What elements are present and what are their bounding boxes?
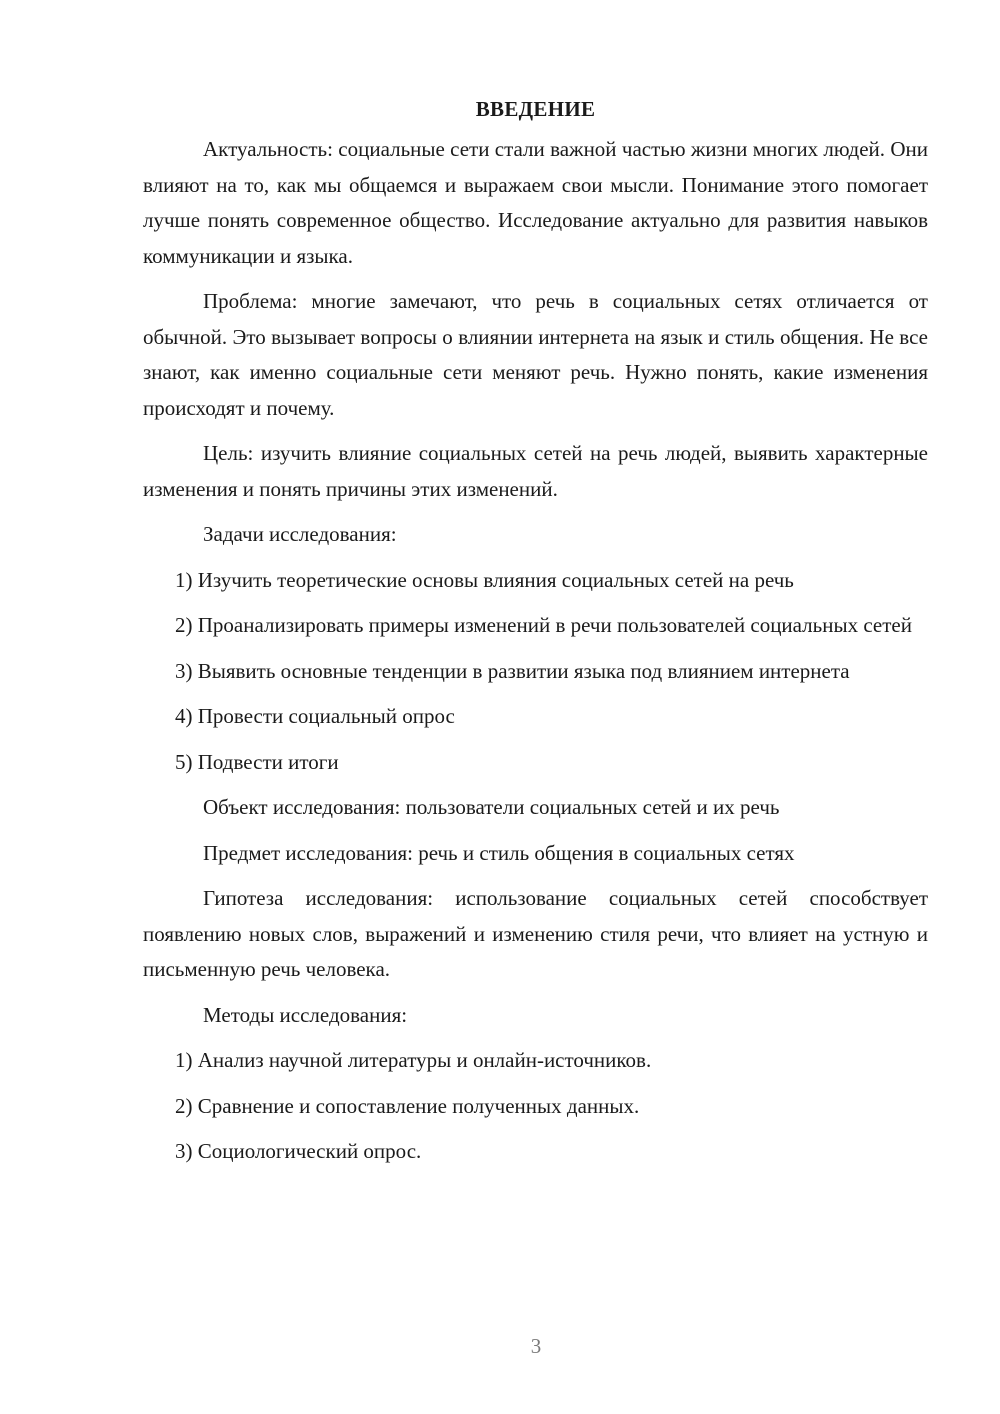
task-item: 1) Изучить теоретические основы влияния социальных сетей на речь xyxy=(175,567,794,592)
methods-heading: Методы исследования: xyxy=(203,1002,408,1027)
page-number: 3 xyxy=(530,1334,542,1358)
method-item: 3) Социологический опрос. xyxy=(175,1139,422,1163)
method-item: 2) Сравнение и сопоставление полученных данных. xyxy=(175,1093,640,1118)
tasks-heading: Задачи исследования: xyxy=(203,522,397,546)
task-item: 5) Подвести итоги xyxy=(175,749,339,774)
object-paragraph: Объект исследования: пользователи социальных сетей и их речь xyxy=(203,795,780,819)
subject-paragraph: Предмет исследования: речь и стиль общения в социальных сетях xyxy=(203,840,795,865)
problem-paragraph: Проблема: многие замечают, что речь в социальных сетях отличается от обычной. Это вызывает вопросы о влиянии интернета на язык и стиль общения. Не все знают, как именно социальные сети меняют речь. Нужно понять, какие изменения происходят и почему. xyxy=(143,289,928,420)
hypothesis-paragraph: Гипотеза исследования: использование социальных сетей способствует появлению новых слов, выражений и изменению стиля речи, что влияет на устную и письменную речь человека. xyxy=(143,886,928,981)
document-body xyxy=(143,94,928,1180)
method-item: 1) Анализ научной литературы и онлайн-источников. xyxy=(175,1048,652,1072)
section-title: ВВЕДЕНИЕ xyxy=(475,97,596,121)
task-item: 4) Провести социальный опрос xyxy=(175,704,455,728)
goal-paragraph: Цель: изучить влияние социальных сетей на речь людей, выявить характерные изменения и понять причины этих изменений. xyxy=(143,441,928,501)
task-item: 2) Проанализировать примеры изменений в речи пользователей социальных сетей xyxy=(175,613,912,637)
task-item: 3) Выявить основные тенденции в развитии языка под влиянием интернета xyxy=(175,658,850,683)
relevance-paragraph: Актуальность: социальные сети стали важной частью жизни многих людей. Они влияют на то, как мы общаемся и выражаем свои мысли. Понимание этого помогает лучше понять современное общество. Исследование актуально для развития навыков коммуникации и языка. xyxy=(143,137,928,268)
